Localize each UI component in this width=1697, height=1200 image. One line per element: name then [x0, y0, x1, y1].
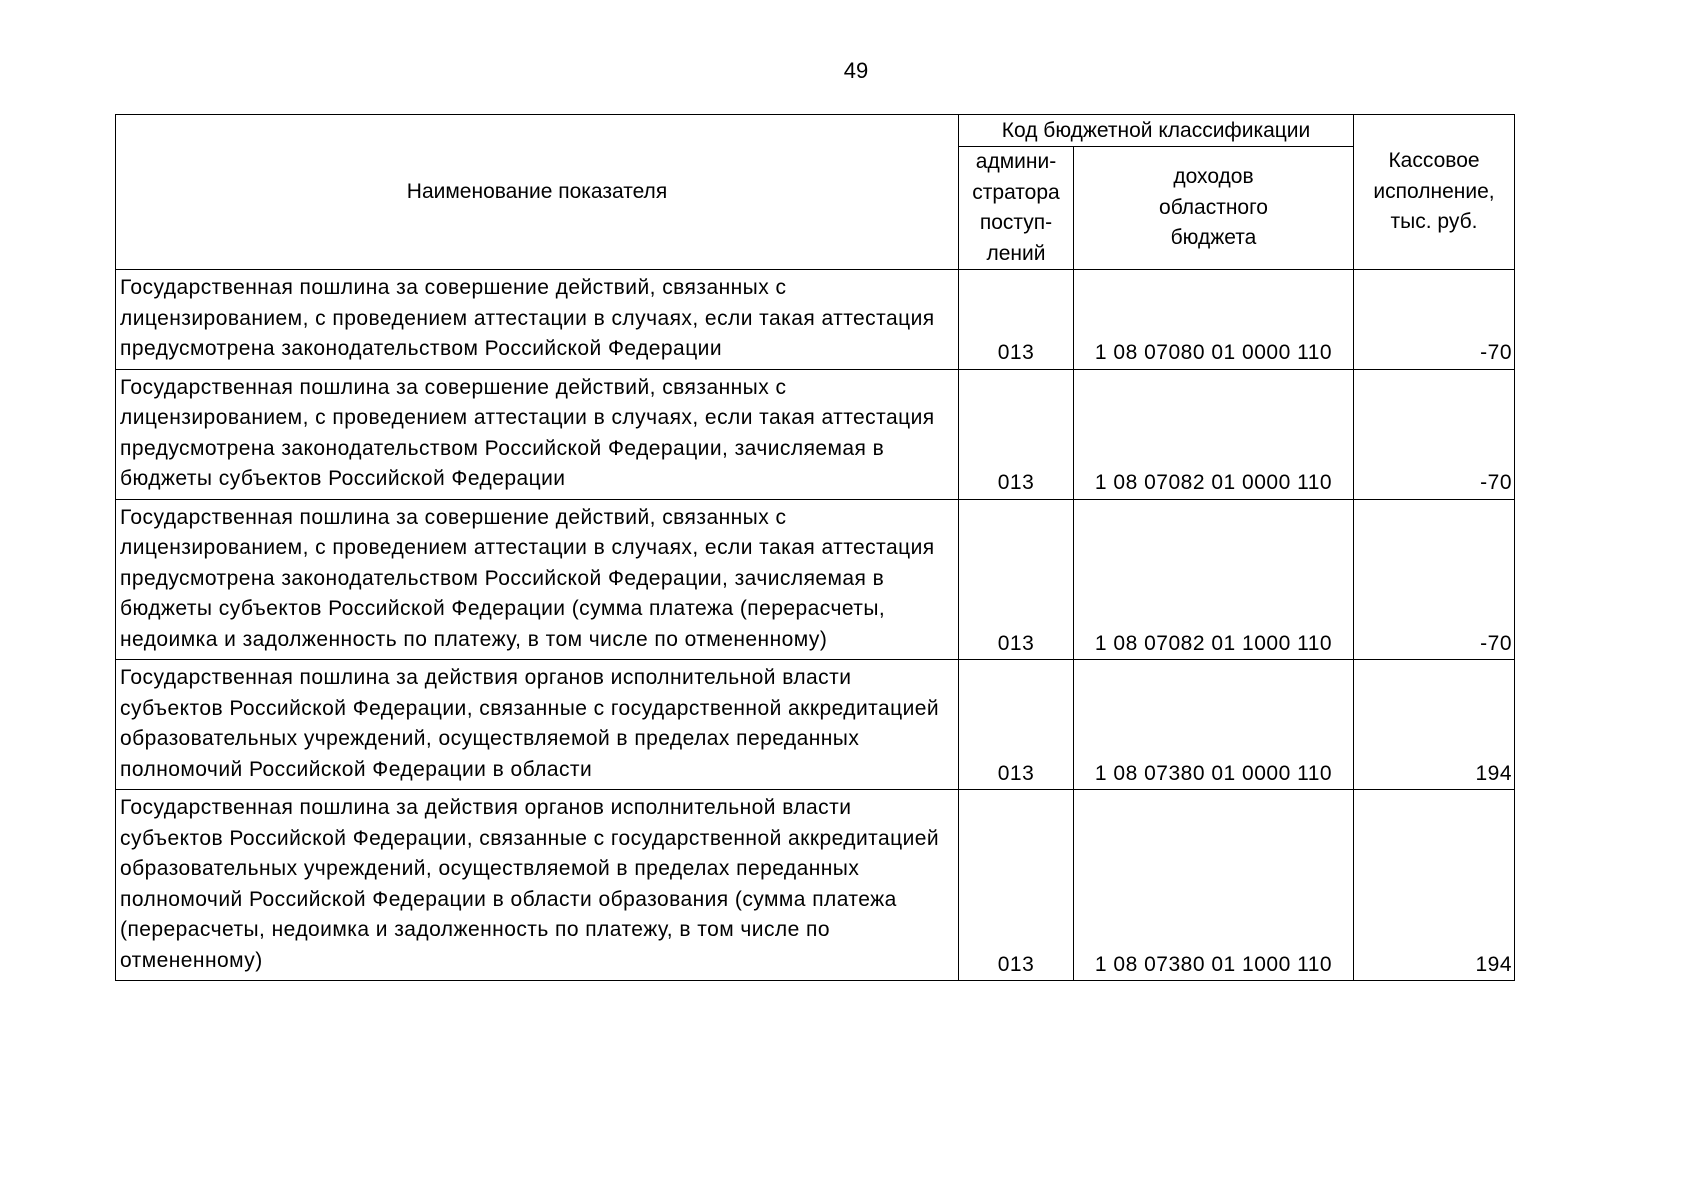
row-amount: 194	[1354, 660, 1515, 790]
row-income-code: 1 08 07380 01 1000 110	[1074, 790, 1354, 981]
row-name: Государственная пошлина за совершение действий, связанных с лицензированием, с проведением аттестации в случаях, если такая аттестация предусмотрена законодательством Российской Федерации, зачисляемая в бюджеты субъектов Российской Федерации	[116, 369, 959, 499]
row-name: Государственная пошлина за совершение действий, связанных с лицензированием, с проведением аттестации в случаях, если такая аттестация предусмотрена законодательством Российской Федерации	[116, 270, 959, 370]
header-name: Наименование показателя	[116, 115, 959, 270]
row-income-code: 1 08 07380 01 0000 110	[1074, 660, 1354, 790]
budget-table	[115, 114, 1515, 981]
row-amount: 194	[1354, 790, 1515, 981]
header-income-text: доходов областного бюджета	[1159, 165, 1268, 250]
table-row	[116, 660, 1515, 790]
row-income-code: 1 08 07080 01 0000 110	[1074, 270, 1354, 370]
row-income-code: 1 08 07082 01 0000 110	[1074, 369, 1354, 499]
header-administrator-text: админи- стратора поступ- лений	[972, 150, 1060, 265]
row-name: Государственная пошлина за действия органов исполнительной власти субъектов Российской Федерации, связанные с государственной аккредитацией образовательных учреждений, осуществляемой в пределах переданных полномочий Российской Федерации в области образования (сумма платежа (перерасчеты, недоимка и задолженность по платежу, в том числе по отмененному)	[116, 790, 959, 981]
row-amount: -70	[1354, 369, 1515, 499]
row-admin-code: 013	[959, 270, 1074, 370]
row-name: Государственная пошлина за действия органов исполнительной власти субъектов Российской Федерации, связанные с государственной аккредитацией образовательных учреждений, осуществляемой в пределах переданных полномочий Российской Федерации в области	[116, 660, 959, 790]
header-income	[1074, 147, 1354, 270]
table-row	[116, 270, 1515, 370]
header-cash-execution-text: Кассовое исполнение, тыс. руб.	[1373, 149, 1495, 234]
row-income-code: 1 08 07082 01 1000 110	[1074, 499, 1354, 660]
header-administrator	[959, 147, 1074, 270]
row-admin-code: 013	[959, 790, 1074, 981]
header-cash-execution	[1354, 115, 1515, 270]
row-amount: -70	[1354, 499, 1515, 660]
table-row	[116, 499, 1515, 660]
table-row	[116, 790, 1515, 981]
table-row	[116, 369, 1515, 499]
page-number: 49	[843, 58, 869, 83]
header-row-1	[116, 115, 1515, 147]
row-admin-code: 013	[959, 369, 1074, 499]
table-body	[116, 115, 1515, 981]
row-name: Государственная пошлина за совершение действий, связанных с лицензированием, с проведением аттестации в случаях, если такая аттестация предусмотрена законодательством Российской Федерации, зачисляемая в бюджеты субъектов Российской Федерации (сумма платежа (перерасчеты, недоимка и задолженность по платежу, в том числе по отмененному)	[116, 499, 959, 660]
row-admin-code: 013	[959, 660, 1074, 790]
row-admin-code: 013	[959, 499, 1074, 660]
row-amount: -70	[1354, 270, 1515, 370]
header-budget-code-group: Код бюджетной классификации	[959, 115, 1354, 147]
